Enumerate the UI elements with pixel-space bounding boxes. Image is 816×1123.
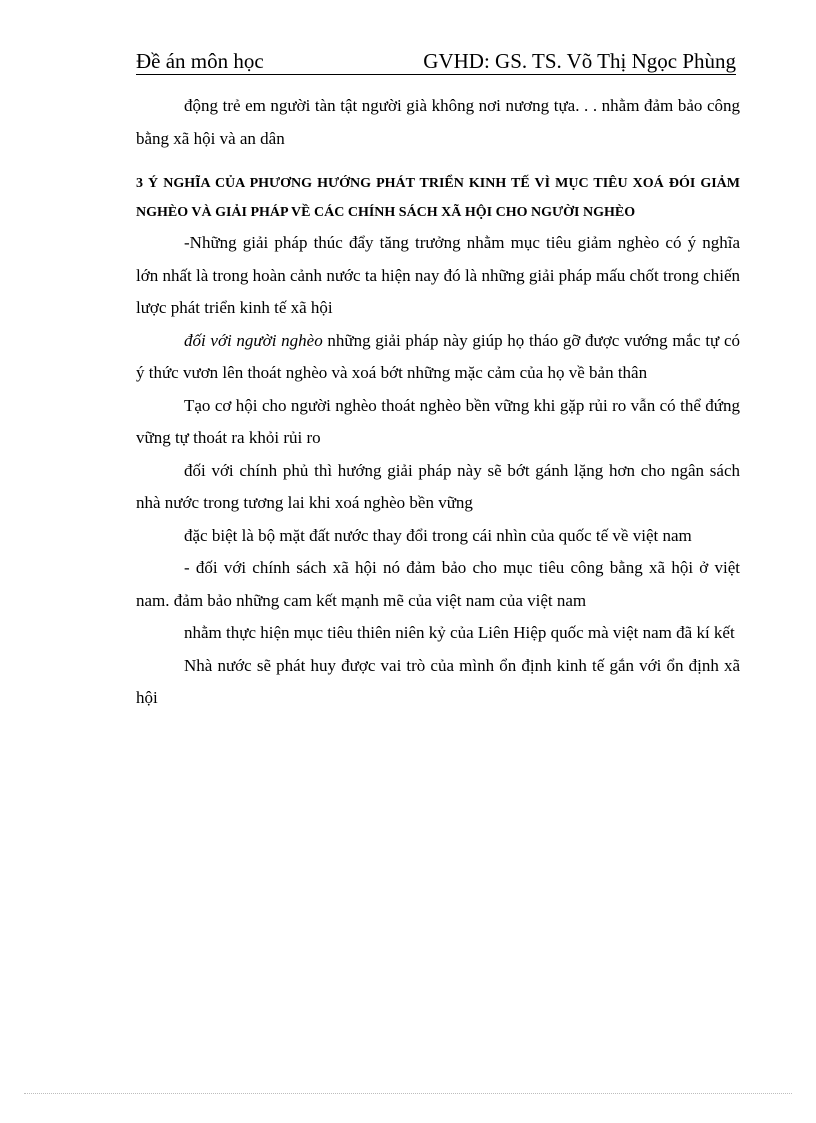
paragraph-government: đối với chính phủ thì hướng giải pháp này sẽ bớt gánh lặng hơn cho ngân sách nhà nước trong tương lai khi xoá nghèo bền vững bbox=[136, 460, 740, 512]
paragraph-country-image: đặc biệt là bộ mặt đất nước thay đổi trong cái nhìn của quốc tế về việt nam bbox=[184, 525, 692, 545]
header-course-title: Đề án môn học bbox=[136, 49, 264, 73]
page-header bbox=[136, 48, 736, 75]
paragraph-social-policy: - đối với chính sách xã hội nó đảm bảo cho mục tiêu công bằng xã hội ở việt nam. đảm bảo những cam kết mạnh mẽ của việt nam của việt nam bbox=[136, 558, 740, 610]
header-supervisor: GVHD: GS. TS. Võ Thị Ngọc Phùng bbox=[423, 49, 736, 73]
paragraph-opportunity: Tạo cơ hội cho người nghèo thoát nghèo bền vững khi gặp rủi ro vẫn có thể đứng vững tự thoát ra khỏi rủi ro bbox=[136, 395, 740, 447]
italic-phrase: đối với người nghèo bbox=[184, 330, 323, 350]
paragraph-growth-solutions: -Những giải pháp thúc đẩy tăng trưởng nhằm mục tiêu giảm nghèo có ý nghĩa lớn nhất là trong hoàn cảnh nước ta hiện nay đó là những giải pháp mấu chốt trong chiến lược phát triển kinh tế xã hội bbox=[136, 233, 740, 317]
paragraph-for-the-poor-text: những giải pháp này giúp họ tháo gỡ được vướng mắc tự có ý thức vươn lên thoát nghèo và xoá bớt những mặc cảm của họ về bản thân bbox=[136, 330, 740, 382]
paragraph-for-the-poor bbox=[136, 325, 740, 390]
paragraph-state-role: Nhà nước sẽ phát huy được vai trò của mình ổn định kinh tế gắn với ổn định xã hội bbox=[136, 655, 740, 707]
section-heading: 3 Ý NGHĨA CỦA PHƯƠNG HƯỚNG PHÁT TRIỂN KINH TẾ VÌ MỤC TIÊU XOÁ ĐÓI GIẢM NGHÈO VÀ GIẢI PHÁP VỀ CÁC CHÍNH SÁCH XÃ HỘI CHO NGƯỜI NGHÈO bbox=[136, 176, 740, 220]
page-bottom-divider bbox=[24, 1093, 792, 1094]
document-body bbox=[136, 90, 740, 715]
paragraph-intro: động trẻ em người tàn tật người già không nơi nương tựa. . . nhằm đảm bảo công bằng xã hội và an dân bbox=[136, 96, 740, 148]
paragraph-millennium-goals: nhằm thực hiện mục tiêu thiên niên kỷ của Liên Hiệp quốc mà việt nam đã kí kết bbox=[184, 623, 735, 642]
